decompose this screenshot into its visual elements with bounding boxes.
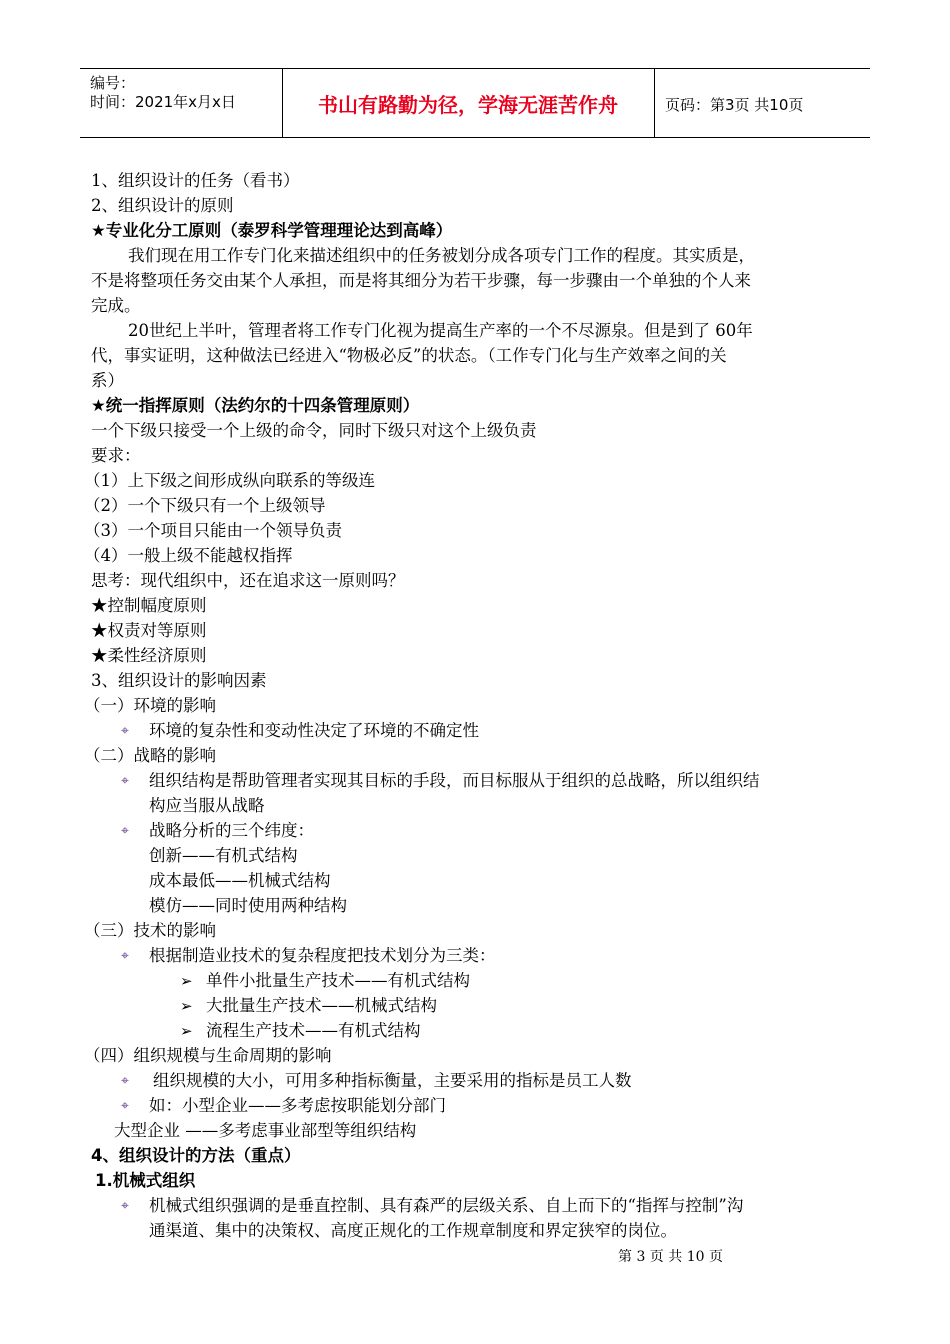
- paragraph-line: 不是将整项任务交由某个人承担，而是将其细分为若干步骤，每一步骤由一个单独的个人来: [91, 271, 751, 290]
- list-item: （1）上下级之间形成纵向联系的等级连: [84, 471, 375, 490]
- list-item: （2）一个下级只有一个上级领导: [84, 496, 326, 515]
- list-item: （4）一般上级不能越权指挥: [84, 546, 293, 565]
- text-line: 思考：现代组织中，还在追求这一原则吗？: [91, 571, 405, 590]
- bullet-text: 环境的复杂性和变动性决定了环境的不确定性: [149, 721, 479, 740]
- principle-heading: ★统一指挥原则（法约尔的十四条管理原则）: [91, 396, 420, 415]
- text-line: 一个下级只接受一个上级的命令，同时下级只对这个上级负责: [91, 421, 537, 440]
- subsection-heading: （二）战略的影响: [84, 746, 216, 765]
- paragraph-line: 20世纪上半叶，管理者将工作专门化视为提高生产率的一个不尽源泉。但是到了 60年: [128, 321, 753, 340]
- text-line: 要求：: [91, 446, 141, 465]
- arrow-item: 流程生产技术——有机式结构: [206, 1021, 421, 1040]
- paragraph-line: 完成。: [91, 296, 141, 315]
- paragraph-line: 系）: [91, 371, 124, 390]
- arrow-icon: ➢: [180, 1022, 193, 1040]
- bullet-icon: ⌖: [121, 823, 129, 839]
- text-line: 模仿——同时使用两种结构: [149, 896, 347, 915]
- header-motto: 书山有路勤为径，学海无涯苦作舟: [282, 69, 655, 137]
- header-meta-cell: [80, 69, 283, 137]
- principle-item: ★控制幅度原则: [91, 596, 207, 615]
- bullet-icon: ⌖: [121, 723, 129, 739]
- bullet-text: 如：小型企业——多考虑按职能划分部门: [149, 1096, 446, 1115]
- bullet-text: 通渠道、集中的决策权、高度正规化的工作规章制度和界定狭窄的岗位。: [149, 1221, 677, 1240]
- text-line: 大型企业 ——多考虑事业部型等组织结构: [114, 1121, 417, 1140]
- bullet-text: 战略分析的三个纬度：: [149, 821, 314, 840]
- section-heading: 1、组织设计的任务（看书）: [91, 171, 300, 190]
- principle-item: ★柔性经济原则: [91, 646, 207, 665]
- subsection-heading: 1.机械式组织: [95, 1171, 196, 1190]
- paragraph-line: 我们现在用工作专门化来描述组织中的任务被划分成各项专门工作的程度。其实质是，: [128, 246, 755, 265]
- section-heading: 2、组织设计的原则: [91, 196, 234, 215]
- bullet-text: 机械式组织强调的是垂直控制、具有森严的层级关系、自上而下的“指挥与控制”沟: [149, 1196, 744, 1215]
- time-label: 时间：2021年x月x日: [90, 93, 236, 111]
- bullet-text: 组织结构是帮助管理者实现其目标的手段，而目标服从于组织的总战略，所以组织结: [149, 771, 760, 790]
- subsection-heading: （四）组织规模与生命周期的影响: [84, 1046, 332, 1065]
- subsection-heading: （一）环境的影响: [84, 696, 216, 715]
- bullet-icon: ⌖: [121, 1198, 129, 1214]
- section-heading: 3、组织设计的影响因素: [91, 671, 267, 690]
- text-line: 创新——有机式结构: [149, 846, 298, 865]
- arrow-item: 大批量生产技术——机械式结构: [206, 996, 437, 1015]
- bullet-text: 组织规模的大小，可用多种指标衡量，主要采用的指标是员工人数: [153, 1071, 632, 1090]
- number-label: 编号：: [90, 74, 136, 92]
- paragraph-line: 代，事实证明，这种做法已经进入“物极必反”的状态。（工作专门化与生产效率之间的关: [91, 346, 727, 365]
- header-page-info: 页码：第3页 共10页: [665, 96, 804, 114]
- bullet-icon: ⌖: [121, 948, 129, 964]
- bullet-icon: ⌖: [121, 773, 129, 789]
- principle-heading: ★专业化分工原则（泰罗科学管理理论达到高峰）: [91, 221, 453, 240]
- bullet-text: 根据制造业技术的复杂程度把技术划分为三类：: [149, 946, 496, 965]
- section-heading: 4、组织设计的方法（重点）: [91, 1146, 301, 1165]
- page-footer: 第 3 页 共 10 页: [618, 1249, 723, 1265]
- arrow-item: 单件小批量生产技术——有机式结构: [206, 971, 470, 990]
- bullet-text: 构应当服从战略: [149, 796, 265, 815]
- text-line: 成本最低——机械式结构: [149, 871, 331, 890]
- list-item: （3）一个项目只能由一个领导负责: [84, 521, 342, 540]
- bullet-icon: ⌖: [121, 1073, 129, 1089]
- arrow-icon: ➢: [180, 972, 193, 990]
- bullet-icon: ⌖: [121, 1098, 129, 1114]
- principle-item: ★权责对等原则: [91, 621, 207, 640]
- arrow-icon: ➢: [180, 997, 193, 1015]
- page-header: [80, 68, 870, 138]
- subsection-heading: （三）技术的影响: [84, 921, 216, 940]
